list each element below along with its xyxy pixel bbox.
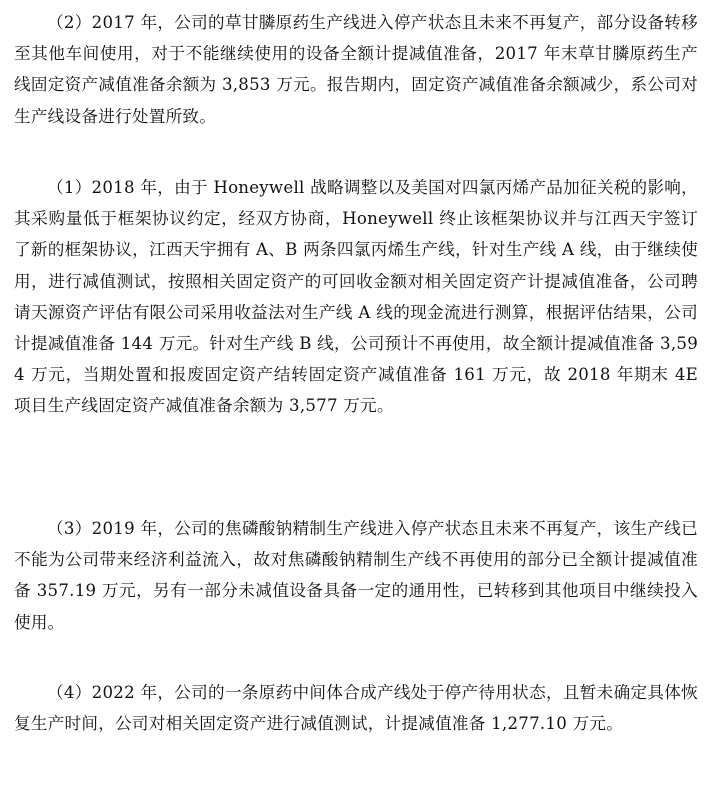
paragraph-honeywell-2018: （1）2018 年，由于 Honeywell 战略调整以及美国对四氯丙烯产品加征关税的影响，其采购量低于框架协议约定，经双方协商，Honeywell 终止该框架协议并与江西天宇签订了新的框架协议，江西天宇拥有 A、B 两条四氯丙烯生产线，针对生产线 A 线，由于继续使用，进行减值测试，按照相关固定资产的可回收金额对相关固定资产计提减值准备，公司聘请天源资产评估有限公司采用收益法对生产线 A 线的现金流进行测算，根据评估结果，公司计提减值准备 144 万元。针对生产线 B 线，公司预计不再使用，故全额计提减值准备 3,594 万元，当期处置和报废固定资产结转固定资产减值准备 161 万元，故 2018 年期末 4E 项目生产线固定资产减值准备余额为 3,577 万元。	[14, 178, 698, 416]
paragraph-sodium-pyrophosphate-2019: （3）2019 年，公司的焦磷酸钠精制生产线进入停产状态且未来不再复产，该生产线已不能为公司带来经济利益流入，故对焦磷酸钠精制生产线不再使用的部分已全额计提减值准备 357.19 万元，另有一部分未减值设备具备一定的通用性，已转移到其他项目中继续投入使用。	[14, 519, 698, 632]
paragraph-glyphosate-2017: （2）2017 年，公司的草甘膦原药生产线进入停产状态且未来不再复产，部分设备转移至其他车间使用，对于不能继续使用的设备全额计提减值准备，2017 年末草甘膦原药生产线固定资产减值准备余额为 3,853 万元。报告期内，固定资产减值准备余额减少，系公司对生产线设备进行处置所致。	[14, 13, 698, 126]
paragraph-intermediate-line-2022: （4）2022 年，公司的一条原药中间体合成产线处于停产待用状态，且暂未确定具体恢复生产时间，公司对相关固定资产进行减值测试，计提减值准备 1,277.10 万元。	[14, 683, 698, 734]
